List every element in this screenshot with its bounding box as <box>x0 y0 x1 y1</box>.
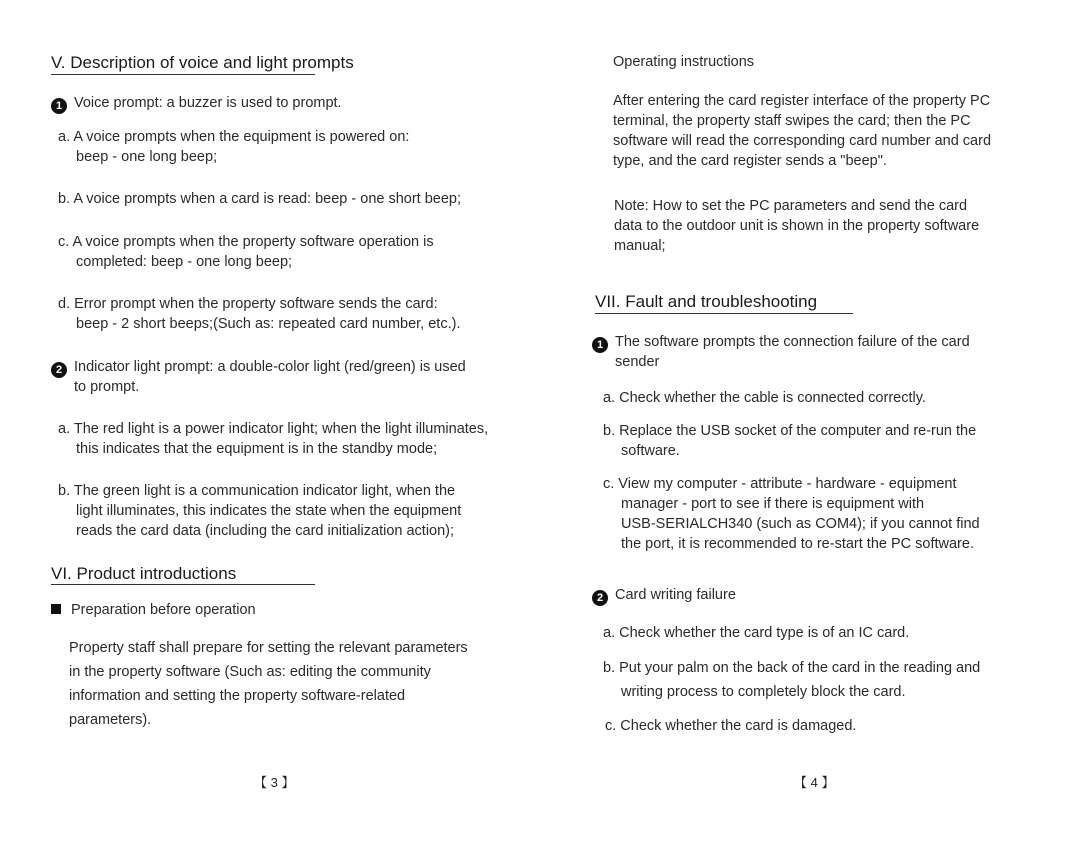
write-item-b-line2: writing process to completely block the card. <box>621 684 906 700</box>
conn-item-a: a. Check whether the cable is connected correctly. <box>603 390 926 406</box>
number-1-icon: 1 <box>592 337 608 353</box>
section-6-underline <box>51 584 315 585</box>
conn-item-b-line1: b. Replace the USB socket of the computer and re-run the <box>603 423 977 439</box>
conn-item-b-line2: software. <box>621 443 680 459</box>
conn-item-c-line3: USB-SERIALCH340 (such as COM4); if you cannot find <box>621 516 980 532</box>
light-prompt-heading: 2 Indicator light prompt: a double-color light (red/green) is used <box>51 357 466 378</box>
square-bullet-icon <box>51 604 61 614</box>
connection-failure-heading-line2: sender <box>615 354 660 370</box>
number-2-icon: 2 <box>592 590 608 606</box>
section-7-underline <box>595 313 853 314</box>
section-5-title: V. Description of voice and light prompts <box>51 53 354 72</box>
voice-item-c-line1: c. A voice prompts when the property software operation is <box>58 234 434 250</box>
operating-line4: type, and the card register sends a "beep". <box>613 153 887 169</box>
voice-item-b: b. A voice prompts when a card is read: beep - one short beep; <box>58 191 462 207</box>
light-prompt-heading-line2: to prompt. <box>74 379 140 395</box>
write-item-b-line1: b. Put your palm on the back of the card in the reading and <box>603 660 981 676</box>
write-item-c: c. Check whether the card is damaged. <box>605 718 857 734</box>
preparation-line3: information and setting the property software-related <box>69 688 406 704</box>
light-item-b-line3: reads the card data (including the card initialization action); <box>76 523 455 539</box>
note-line1: Note: How to set the PC parameters and send the card <box>614 198 968 214</box>
left-page <box>0 0 538 851</box>
preparation-line1: Property staff shall prepare for setting the relevant parameters <box>69 640 468 656</box>
number-1-icon: 1 <box>51 98 67 114</box>
right-page <box>538 0 1077 851</box>
page-number-4: 【 4 】 <box>794 775 835 790</box>
voice-item-d-line2: beep - 2 short beeps;(Such as: repeated card number, etc.). <box>76 316 461 332</box>
operating-line3: software will read the corresponding card number and card <box>613 133 992 149</box>
preparation-line4: parameters). <box>69 712 152 728</box>
connection-failure-heading: 1 The software prompts the connection failure of the card <box>592 332 970 353</box>
section-5-underline <box>51 74 315 75</box>
conn-item-c-line1: c. View my computer - attribute - hardware - equipment <box>603 476 957 492</box>
voice-item-d-line1: d. Error prompt when the property software sends the card: <box>58 296 438 312</box>
page-number-3: 【 3 】 <box>254 775 295 790</box>
voice-item-c-line2: completed: beep - one long beep; <box>76 254 293 270</box>
operating-line2: terminal, the property staff swipes the card; then the PC <box>613 113 971 129</box>
conn-item-c-line2: manager - port to see if there is equipment with <box>621 496 925 512</box>
note-line2: data to the outdoor unit is shown in the property software <box>614 218 980 234</box>
preparation-heading: Preparation before operation <box>51 600 256 620</box>
note-line3: manual; <box>614 238 666 254</box>
operating-instructions-heading: Operating instructions <box>613 54 755 70</box>
light-item-a-line1: a. The red light is a power indicator light; when the light illuminates, <box>58 421 489 437</box>
card-writing-failure-heading: 2 Card writing failure <box>592 585 736 606</box>
light-item-b-line1: b. The green light is a communication indicator light, when the <box>58 483 456 499</box>
voice-item-a-line1: a. A voice prompts when the equipment is powered on: <box>58 129 410 145</box>
light-item-a-line2: this indicates that the equipment is in the standby mode; <box>76 441 438 457</box>
voice-prompt-heading: 1 Voice prompt: a buzzer is used to prompt. <box>51 93 342 114</box>
voice-item-a-line2: beep - one long beep; <box>76 149 218 165</box>
operating-line1: After entering the card register interface of the property PC <box>613 93 991 109</box>
conn-item-c-line4: the port, it is recommended to re-start the PC software. <box>621 536 974 552</box>
section-6-title: VI. Product introductions <box>51 564 237 583</box>
write-item-a: a. Check whether the card type is of an IC card. <box>603 625 910 641</box>
section-7-title: VII. Fault and troubleshooting <box>595 292 818 311</box>
preparation-line2: in the property software (Such as: editing the community <box>69 664 431 680</box>
light-item-b-line2: light illuminates, this indicates the state when the equipment <box>76 503 462 519</box>
number-2-icon: 2 <box>51 362 67 378</box>
